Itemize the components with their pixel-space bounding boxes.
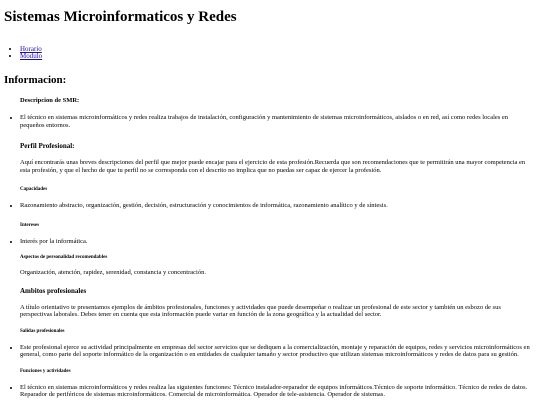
salidas-text: • Este profesional ejerce su actividad principalmente en empresas del sector servicios que se dediquen a la comercialización, montaje y reparación de equipos, redes y servicios microinformáticos en general, como parte del soporte informático de la organización o en entidades de cualquier tamaño y sector productivo que utilizan sistemas microinformáticos y redes de datos para su gestión. <box>20 344 532 359</box>
nav-list <box>4 46 536 60</box>
intereses-list <box>4 238 532 246</box>
capacidades-text: • Razonamiento abstracto, organización, gestión, decisión, estructuración y conocimientos de informática, razonamiento analítico y de síntesis. <box>20 202 532 210</box>
salidas-list <box>4 344 532 359</box>
intereses-heading: Intereses <box>20 222 40 228</box>
intereses-text: • Interés por la informática. <box>20 238 532 246</box>
nav-item-horario <box>20 46 536 53</box>
section-title: Informacion: <box>4 74 67 86</box>
aspectos-heading: Aspectos de personalidad recomendables <box>20 255 108 260</box>
ambitos-text: A título orientativo te presentamos ejemplos de ámbitos profesionales, funciones y actividades que puede desempeñar o realizar un profesional de este sector y también un esbozo de sus perspectivas laborales. Debes tener en cuenta que esta información puede variar en función de la zona geográfica y la actualidad del sector. <box>20 303 501 318</box>
nav-item-modulo <box>20 53 536 60</box>
page-title: Sistemas Microinformaticos y Redes <box>4 9 237 25</box>
funciones-text: • El técnico en sistemas microinformáticos y redes realiza las siguientes funciones: Técnico instalador-reparador de equipos informáticos.Técnico de soporte informático. Técnico de redes de datos. Reparador de periféricos de sistemas microinformáticos. Comercial de microinformática. Operador de tele-asistencia. Operador de sistemas. <box>20 384 532 399</box>
capacidades-heading: Capacidades <box>20 187 48 192</box>
capacidades-list <box>4 202 532 210</box>
funciones-heading: Funciones y actividades <box>20 368 71 374</box>
descripcion-heading: Descripcion de SMR: <box>20 97 80 104</box>
perfil-text: Aquí encontrarás unas breves descripciones del perfil que mejor puede encajar para el ejercicio de esta profesión.Recuerda que son recomendaciones que te permitirán una mayor competencia en esta profesión, y que el hecho de que tu perfil no se corresponda con el descrito no implica que no puedas ser capaz de ejercer la profesión. <box>20 159 526 174</box>
ambitos-heading: Ambitos profesionales <box>20 286 87 295</box>
descripcion-text: • El técnico en sistemas microinformáticos y redes realiza trabajos de instalación, configuración y mantenimiento de sistemas microinformáticos, aislados o en red, así como redes locales en pequeños entornos. <box>20 114 532 129</box>
nav-link-horario[interactable]: Horario <box>20 45 42 53</box>
aspectos-text: Organización, atención, rapidez, serenidad, constancia y concentración. <box>20 269 206 276</box>
descripcion-list <box>4 114 532 129</box>
salidas-heading: Salidas profesionales <box>20 328 65 334</box>
perfil-heading: Perfil Profesional: <box>20 142 75 150</box>
funciones-list <box>4 384 532 399</box>
nav-link-modulo[interactable]: Modulo <box>20 52 43 60</box>
